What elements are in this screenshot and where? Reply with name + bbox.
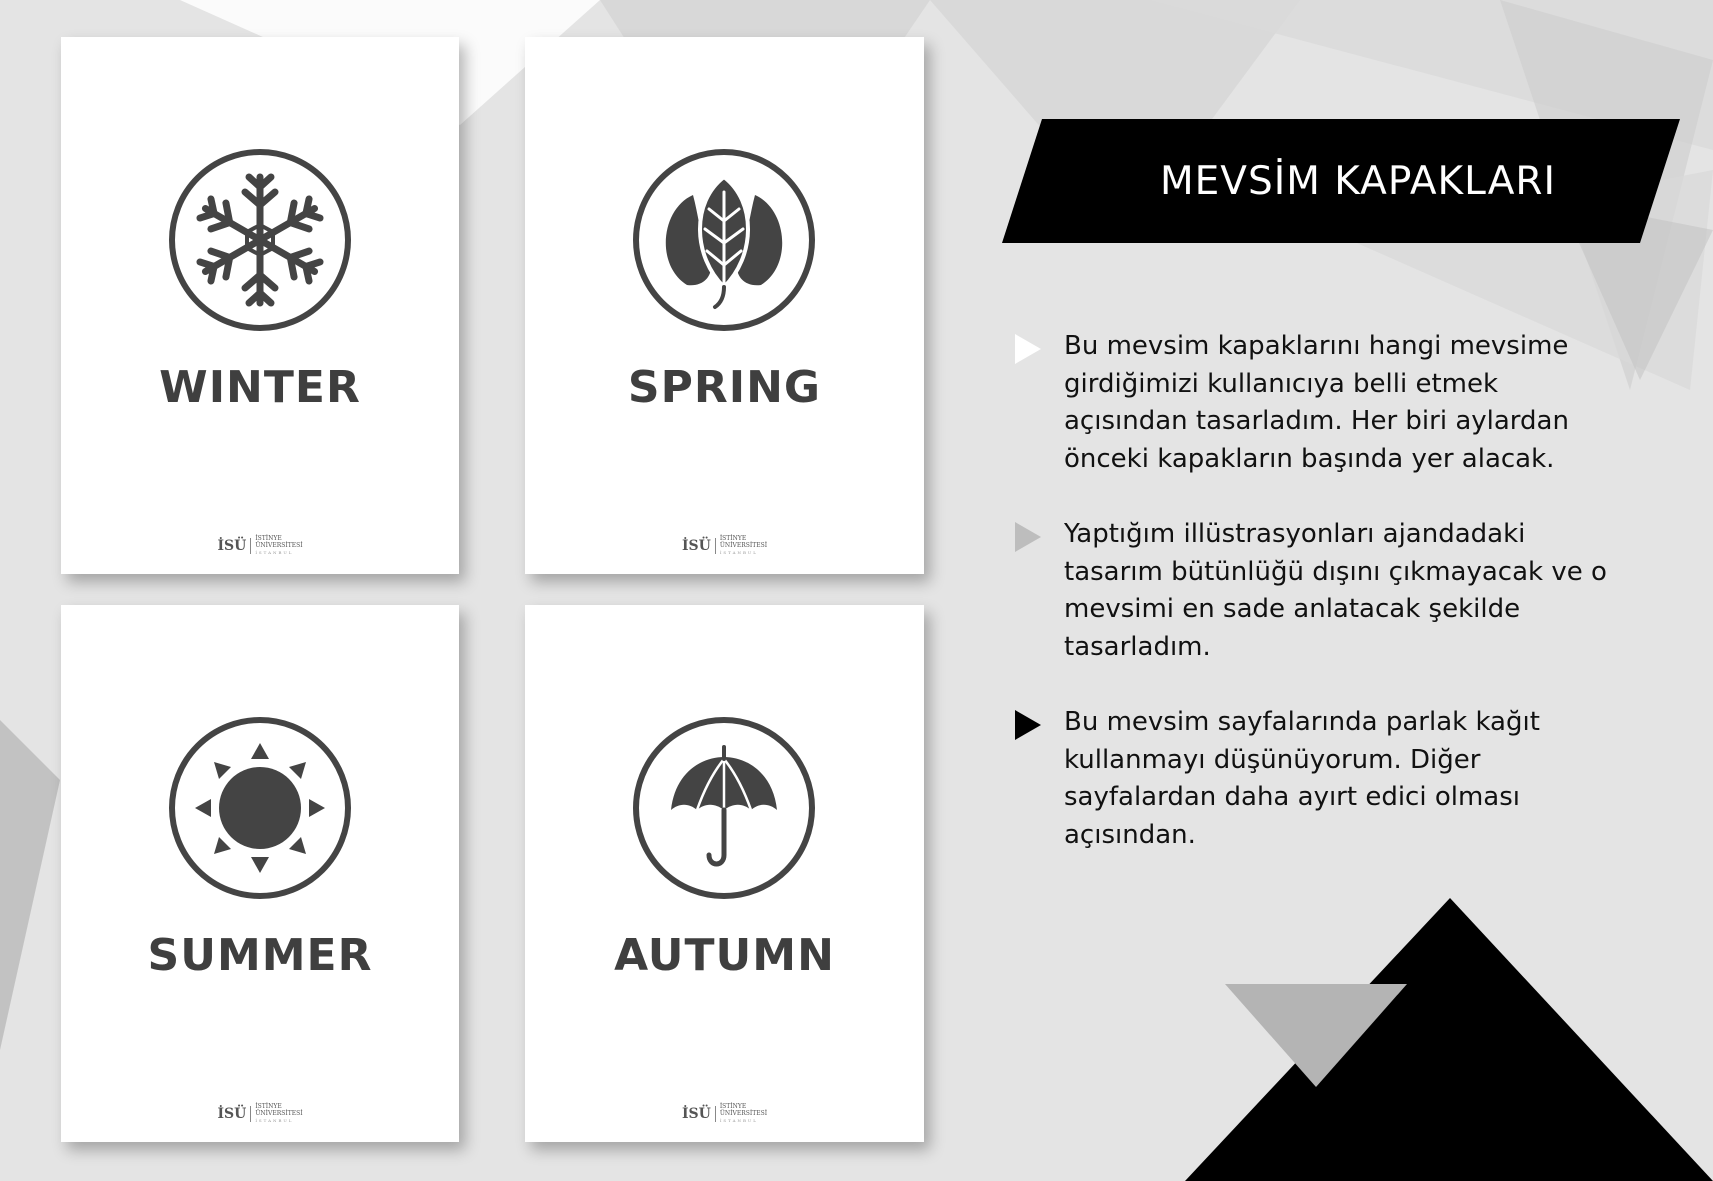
season-title: WINTER xyxy=(159,362,361,413)
bullet-text: Bu mevsim sayfalarında parlak kağıt kullanmayı düşünüyorum. Diğer sayfalardan daha ayırt edici olması açısından. xyxy=(1064,707,1540,850)
section-title: MEVSİM KAPAKLARI xyxy=(1159,158,1557,204)
triangle-bullet-icon xyxy=(1015,522,1041,552)
spring-cover-card xyxy=(525,37,924,574)
autumn-cover-card xyxy=(525,605,924,1142)
sun-icon xyxy=(167,715,353,901)
leaf-icon xyxy=(631,147,817,333)
season-title: SPRING xyxy=(627,362,822,413)
bullet-text: Bu mevsim kapaklarını hangi mevsime girdiğimizi kullanıcıya belli etmek açısından tasarladım. Her biri aylardan önceki kapakların başında yer alacak. xyxy=(1064,331,1569,474)
snowflake-icon xyxy=(167,147,353,333)
triangle-bullet-icon xyxy=(1015,334,1041,364)
bullet-text: Yaptığım illüstrasyonları ajandadaki tasarım bütünlüğü dışını çıkmayacak ve o mevsimi en sade anlatacak şekilde tasarladım. xyxy=(1064,519,1607,662)
season-title: SUMMER xyxy=(147,930,373,981)
university-logo: İSÜ İSTİNYE ÜNİVERSİTESİ İSTANBUL xyxy=(681,535,768,555)
university-logo: İSÜ İSTİNYE ÜNİVERSİTESİ İSTANBUL xyxy=(681,1103,768,1123)
summer-cover-card xyxy=(61,605,459,1142)
winter-cover-card xyxy=(61,37,459,574)
university-logo: İSÜ İSTİNYE ÜNİVERSİTESİ İSTANBUL xyxy=(217,535,303,555)
season-title: AUTUMN xyxy=(614,930,835,981)
university-logo: İSÜ İSTİNYE ÜNİVERSİTESİ İSTANBUL xyxy=(217,1103,303,1123)
umbrella-icon xyxy=(631,715,817,901)
triangle-bullet-icon xyxy=(1015,710,1041,740)
